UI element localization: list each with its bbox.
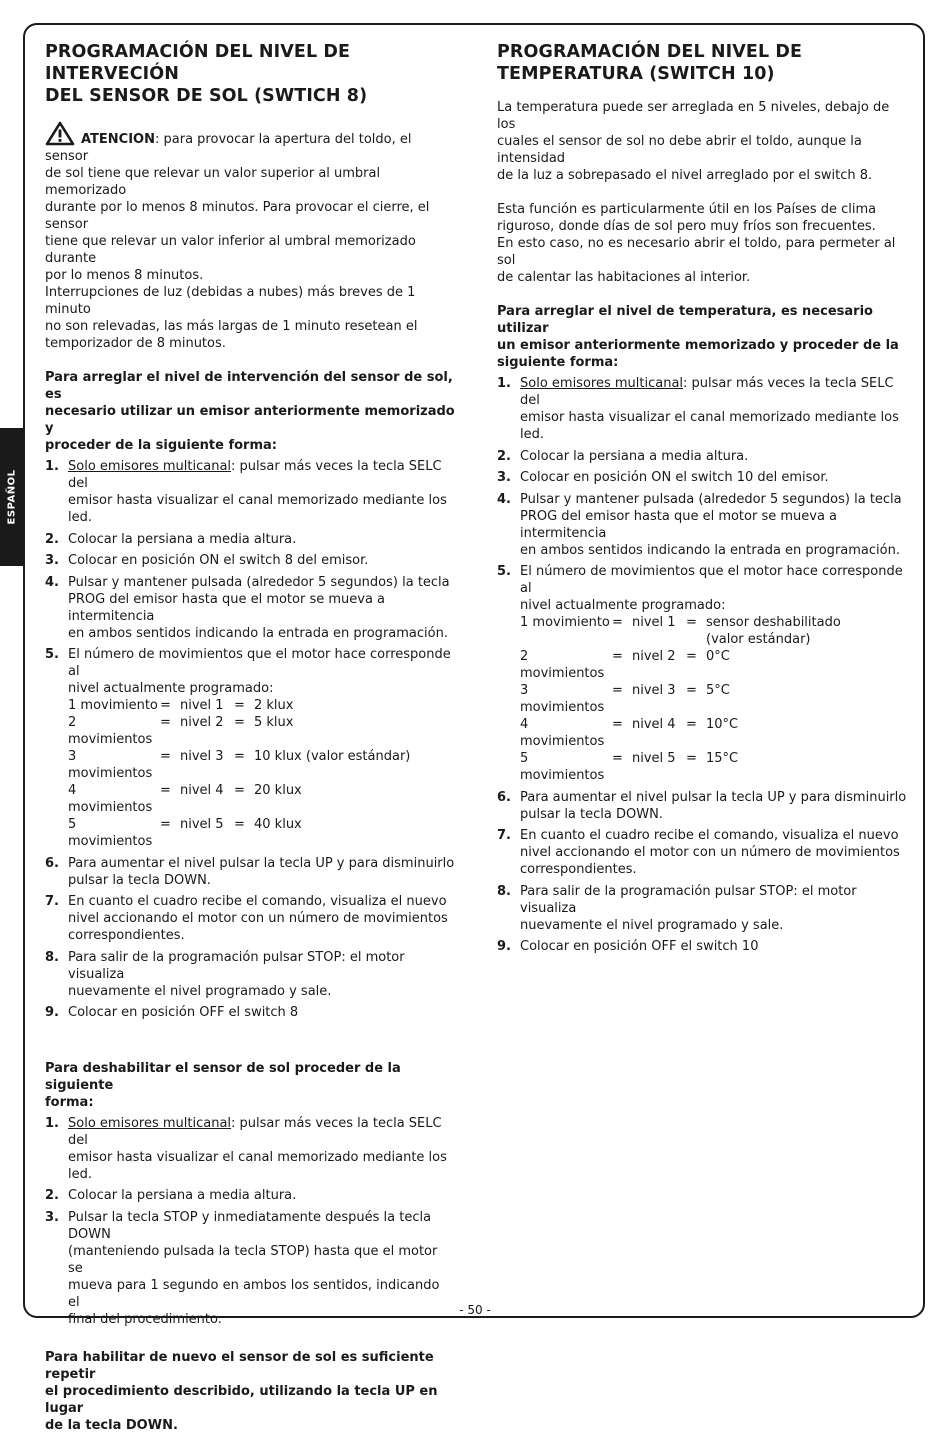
intro-paragraph-2 [497,201,909,286]
step-number: 3. [497,470,511,485]
intro-line: siguiente forma: [497,355,619,370]
level-name: nivel 2 [180,715,224,730]
step-line: Colocar la persiana a media altura. [68,1188,297,1203]
level-value: 10 klux (valor estándar) [254,749,411,764]
step-item [497,469,909,486]
step-line: Colocar en posición ON el switch 10 del emisor. [520,470,829,485]
level-value: 10°C [706,717,739,732]
step-line: en ambos sentidos indicando la entrada en programación. [520,542,900,558]
level-name: nivel 4 [180,783,224,798]
level-value-note: (valor estándar) [706,632,811,647]
step-line: Pulsar y mantener pulsada (alrededor 5 segundos) la tecla [520,491,902,507]
step-number: 8. [497,883,511,899]
step-item [497,883,909,934]
disable-steps [45,1115,455,1328]
step-line: El número de movimientos que el motor hace corresponde al [520,564,903,596]
level-row [68,816,410,850]
step-line: (manteniendo pulsada la tecla STOP) hasta que el motor se [68,1243,438,1276]
level-equals: = [686,717,697,732]
step-line: Colocar en posición ON el switch 8 del emisor. [68,553,369,568]
step-underlined-text: Solo emisores multicanal [520,376,684,391]
step-number: 2. [497,448,511,464]
right-title-line-2: TEMPERATURA (SWITCH 10) [497,64,775,84]
level-name: nivel 3 [632,683,676,698]
warning-line: : para provocar la apertura del toldo, el sensor [45,132,412,164]
intro-line: Para arreglar el nivel de intervención del sensor de sol, es [45,370,453,402]
level-equals: = [686,683,697,698]
step-item [497,827,909,878]
level-equals: = [612,615,623,630]
step-line: : pulsar más veces la tecla SELC del [68,459,442,491]
level-value: 5 klux [254,715,294,730]
level-equals: = [160,783,171,798]
level-equals: = [234,698,245,713]
step-item [45,574,455,642]
level-movements: 4 movimientos [520,717,605,749]
level-value: 15°C [706,751,739,766]
level-movements: 5 movimientos [520,751,605,783]
step-line: Pulsar la tecla STOP y inmediatamente después la tecla DOWN [68,1209,432,1242]
step-item [45,531,455,548]
note-line: de la tecla DOWN. [45,1418,178,1433]
step-line: En cuanto el cuadro recibe el comando, visualiza el nuevo [520,828,899,843]
warning-line: no son relevadas, las más largas de 1 minuto resetean el [45,319,418,334]
level-movements: 1 movimiento [520,615,610,630]
left-title-line-1: PROGRAMACIÓN DEL NIVEL DE INTERVECIÓN [45,42,351,84]
level-row [68,697,410,714]
step-underlined-text: Solo emisores multicanal [68,459,232,474]
step-item [497,563,909,784]
warning-line: tiene que relevar un valor inferior al umbral memorizado durante [45,234,416,266]
level-row [520,716,841,750]
warning-line: por lo menos 8 minutos. [45,268,204,283]
step-item [497,938,909,955]
level-equals: = [234,749,245,764]
step-line: pulsar la tecla DOWN. [68,872,211,888]
level-row [520,750,841,784]
step-item [497,789,909,823]
level-value: sensor deshabilitado [706,615,841,630]
level-name: nivel 2 [632,649,676,664]
level-equals: = [686,615,697,630]
step-line: Colocar la persiana a media altura. [68,531,297,547]
warning-line: Interrupciones de luz (debidas a nubes) más breves de 1 minuto [45,285,416,317]
level-row [520,614,841,648]
intro-line: un emisor anteriormente memorizado y proceder de la [497,338,899,353]
procedure-intro [497,303,909,371]
step-number: 4. [45,574,59,590]
step-line: nivel accionando el motor con un número de movimientos [520,845,900,860]
level-equals: = [234,715,245,730]
step-line: emisor hasta visualizar el canal memorizado mediante los led. [68,493,447,525]
level-name: nivel 1 [180,698,224,713]
step-line: en ambos sentidos indicando la entrada en programación. [68,625,448,641]
level-name: nivel 4 [632,717,676,732]
step-number: 8. [45,949,59,965]
level-equals: = [612,683,623,698]
enable-note [45,1349,455,1434]
step-line: nivel accionando el motor con un número de movimientos [68,911,448,926]
step-item [497,448,909,465]
paragraph-line: de la luz a sobrepasado el nivel arreglado por el switch 8. [497,168,873,183]
step-line: nuevamente el nivel programado y sale. [520,917,784,933]
level-table [68,697,410,850]
step-number: 2. [45,531,59,547]
paragraph-line: cuales el sensor de sol no debe abrir el toldo, aunque la intensidad [497,134,862,166]
intro-line: necesario utilizar un emisor anteriormente memorizado y [45,404,455,436]
step-line: : pulsar más veces la tecla SELC del [68,1115,442,1148]
level-value: 2 klux [254,698,294,713]
left-column [45,41,455,1434]
step-line: mueva para 1 segundo en ambos los sentidos, indicando el [68,1277,440,1310]
level-equals: = [160,698,171,713]
level-value: 5°C [706,683,730,698]
step-number: 1. [497,376,511,391]
warning-triangle-icon [45,121,75,146]
level-movements: 1 movimiento [68,698,158,713]
paragraph-line: Esta función es particularmente útil en los Países de clima [497,202,877,217]
procedure-intro [45,369,455,454]
level-name: nivel 3 [180,749,224,764]
step-item [45,646,455,850]
intro-paragraph-1 [497,99,909,184]
level-value: 0°C [706,649,730,664]
procedure-steps [497,375,909,955]
disable-intro [45,1060,455,1111]
paragraph-line: La temperatura puede ser arreglada en 5 niveles, debajo de los [497,100,890,132]
level-movements: 4 movimientos [68,783,153,815]
step-line: nivel actualmente programado: [520,598,726,613]
step-number: 7. [45,894,59,909]
step-line: : pulsar más veces la tecla SELC del [520,376,894,408]
right-column [497,41,909,960]
page-number: - 50 - [459,1303,491,1317]
level-name: nivel 5 [632,751,676,766]
step-line: Colocar en posición OFF el switch 8 [68,1005,299,1020]
step-item [45,1115,455,1183]
intro-line: Para deshabilitar el sensor de sol proceder de la siguiente [45,1060,401,1093]
step-line: correspondientes. [520,862,637,877]
step-item [45,1187,455,1204]
step-item [497,491,909,559]
level-equals: = [160,715,171,730]
language-tab [0,428,24,566]
level-equals: = [686,649,697,664]
warning-line: durante por lo menos 8 minutos. Para provocar el cierre, el sensor [45,200,430,232]
step-line: nivel actualmente programado: [68,681,274,696]
step-line: PROG del emisor hasta que el motor se mueva a intermitencia [520,508,838,541]
level-value: 20 klux [254,783,302,798]
step-number: 9. [497,939,511,954]
intro-line: forma: [45,1094,94,1110]
warning-line: de sol tiene que relevar un valor superior al umbral memorizado [45,166,381,198]
step-number: 1. [45,459,59,474]
level-equals: = [612,717,623,732]
level-table [520,614,841,784]
level-equals: = [160,749,171,764]
warning-paragraph [45,121,455,352]
step-number: 6. [497,789,511,805]
step-number: 1. [45,1115,59,1131]
level-movements: 2 movimientos [520,649,605,681]
language-label: ESPAÑOL [6,469,18,525]
level-row [68,714,410,748]
step-item [45,1004,455,1021]
step-line: Para salir de la programación pulsar STOP: el motor visualiza [68,949,405,982]
step-item [45,458,455,526]
step-item [45,893,455,944]
step-line: Colocar en posición OFF el switch 10 [520,939,759,954]
left-title-line-2: DEL SENSOR DE SOL (SWTICH 8) [45,86,368,106]
step-number: 3. [45,553,59,568]
step-number: 2. [45,1188,59,1203]
step-number: 5. [497,564,511,579]
step-line: correspondientes. [68,928,185,943]
step-line: final del procedimiento. [68,1311,222,1327]
level-movements: 5 movimientos [68,817,153,849]
level-row [520,682,841,716]
intro-line: proceder de la siguiente forma: [45,438,277,453]
step-line: emisor hasta visualizar el canal memorizado mediante los led. [520,410,899,442]
step-number: 6. [45,855,59,871]
level-movements: 2 movimientos [68,715,153,747]
step-item [45,949,455,1000]
procedure-steps [45,458,455,1021]
note-line: el procedimiento describido, utilizando la tecla UP en lugar [45,1384,438,1416]
level-row [68,782,410,816]
step-line: emisor hasta visualizar el canal memorizado mediante los led. [68,1149,447,1182]
step-number: 9. [45,1005,59,1020]
step-line: En cuanto el cuadro recibe el comando, visualiza el nuevo [68,894,447,909]
step-item [45,552,455,569]
step-number: 3. [45,1209,59,1225]
right-section-title [497,41,909,85]
intro-line: Para arreglar el nivel de temperatura, es necesario utilizar [497,304,873,336]
level-name: nivel 5 [180,817,224,832]
step-item [45,855,455,889]
step-line: Para aumentar el nivel pulsar la tecla UP y para disminuirlo [520,789,907,805]
paragraph-line: riguroso, donde días de sol pero muy fríos son frecuentes. [497,219,876,234]
level-movements: 3 movimientos [68,749,153,781]
level-row [520,648,841,682]
left-section-title [45,41,455,107]
level-value: 40 klux [254,817,302,832]
step-line: nuevamente el nivel programado y sale. [68,983,332,999]
step-underlined-text: Solo emisores multicanal [68,1115,232,1131]
paragraph-line: En esto caso, no es necesario abrir el toldo, para permeter al sol [497,236,896,268]
warning-label: ATENCION [81,132,155,147]
step-number: 4. [497,491,511,507]
right-title-line-1: PROGRAMACIÓN DEL NIVEL DE [497,42,803,62]
level-equals: = [234,817,245,832]
level-equals: = [612,751,623,766]
step-number: 5. [45,647,59,662]
step-line: Pulsar y mantener pulsada (alrededor 5 segundos) la tecla [68,574,450,590]
level-movements: 3 movimientos [520,683,605,715]
level-equals: = [612,649,623,664]
step-line: pulsar la tecla DOWN. [520,806,663,822]
step-line: Colocar la persiana a media altura. [520,448,749,464]
paragraph-line: de calentar las habitaciones al interior. [497,270,751,285]
level-equals: = [160,817,171,832]
step-number: 7. [497,828,511,843]
step-line: Para aumentar el nivel pulsar la tecla UP y para disminuirlo [68,855,455,871]
warning-line: temporizador de 8 minutos. [45,336,226,351]
level-row [68,748,410,782]
note-line: Para habilitar de nuevo el sensor de sol es suficiente repetir [45,1350,434,1382]
step-line: PROG del emisor hasta que el motor se mueva a intermitencia [68,591,386,624]
level-name: nivel 1 [632,615,676,630]
step-item [497,375,909,443]
step-line: El número de movimientos que el motor hace corresponde al [68,647,451,679]
step-line: Para salir de la programación pulsar STOP: el motor visualiza [520,883,857,916]
level-equals: = [234,783,245,798]
level-equals: = [686,751,697,766]
